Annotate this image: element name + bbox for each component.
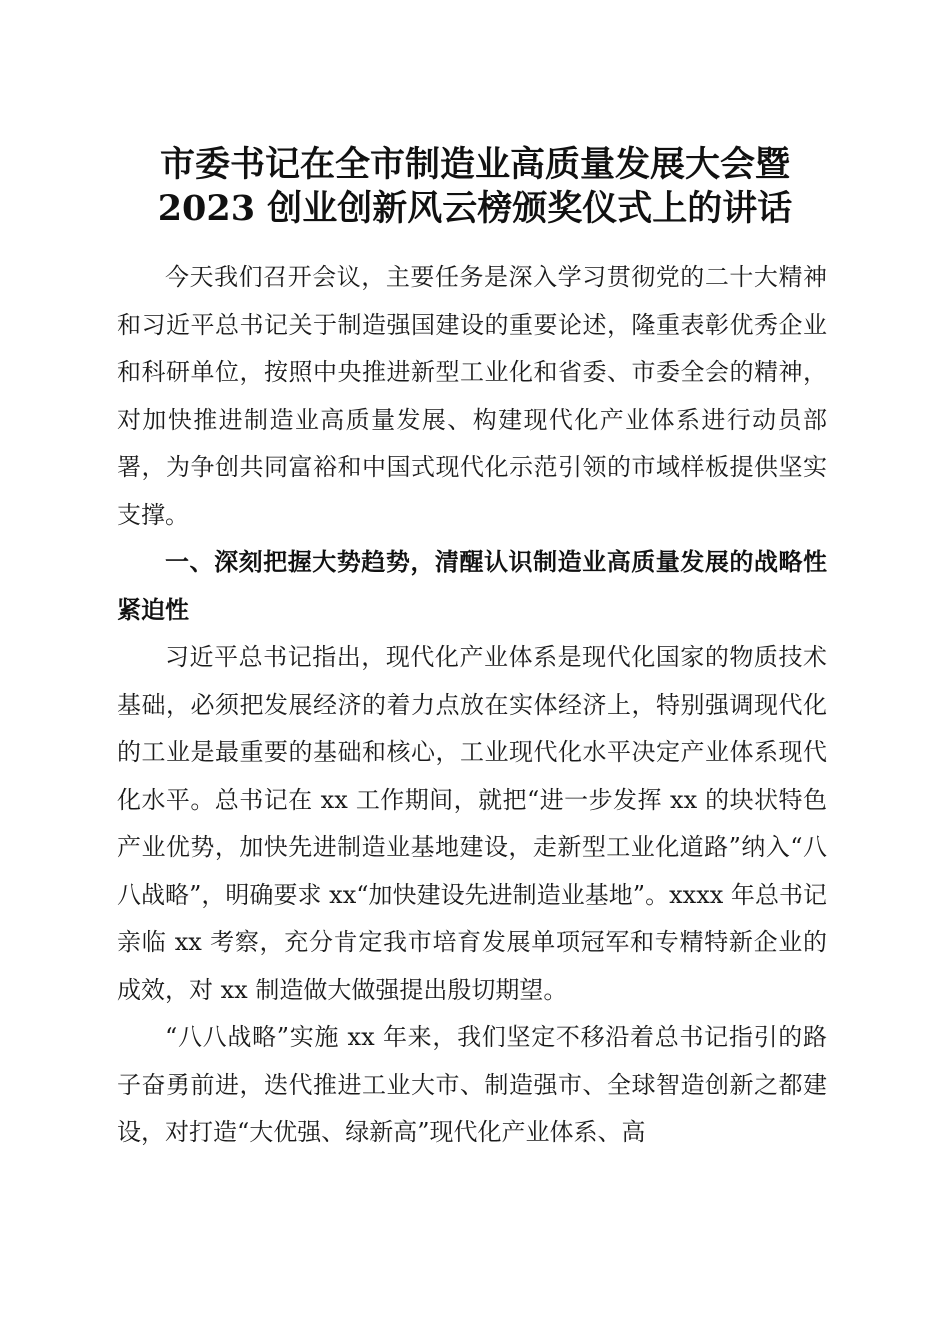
document-title-line-1: 市委书记在全市制造业高质量发展大会暨	[159, 144, 790, 185]
section-1-paragraph-2: “八八战略”实施 xx 年来，我们坚定不移沿着总书记指引的路子奋勇前进，迭代推进工业大市、制造强市、全球智造创新之都建设，对打造“大优强、绿新高”现代化产业体系、高	[117, 1023, 827, 1146]
document-body	[117, 254, 827, 1157]
section-1-paragraph-1: 习近平总书记指出，现代化产业体系是现代化国家的物质技术基础，必须把发展经济的着力点放在实体经济上，特别强调现代化的工业是最重要的基础和核心，工业现代化水平决定产业体系现代化水平。总书记在 xx 工作期间，就把“进一步发挥 xx 的块状特色产业优势，加快先进制造业基地建设，走新型工业化道路”纳入“八八战略”，明确要求 xx“加快建设先进制造业基地”。xxxx 年总书记亲临 xx 考察，充分肯定我市培育发展单项冠军和专精特新企业的成效，对 xx 制造做大做强提出殷切期望。	[117, 643, 827, 1004]
intro-paragraph: 今天我们召开会议，主要任务是深入学习贯彻党的二十大精神和习近平总书记关于制造强国建设的重要论述，隆重表彰优秀企业和科研单位，按照中央推进新型工业化和省委、市委全会的精神，对加快推进制造业高质量发展、构建现代化产业体系进行动员部署，为争创共同富裕和中国式现代化示范引领的市域样板提供坚实支撑。	[117, 263, 827, 529]
section-1-heading: 一、深刻把握大势趋势，清醒认识制造业高质量发展的战略性紧迫性	[117, 548, 827, 624]
document-title-line-2: 2023 创业创新风云榜颁奖仪式上的讲话	[157, 188, 793, 229]
